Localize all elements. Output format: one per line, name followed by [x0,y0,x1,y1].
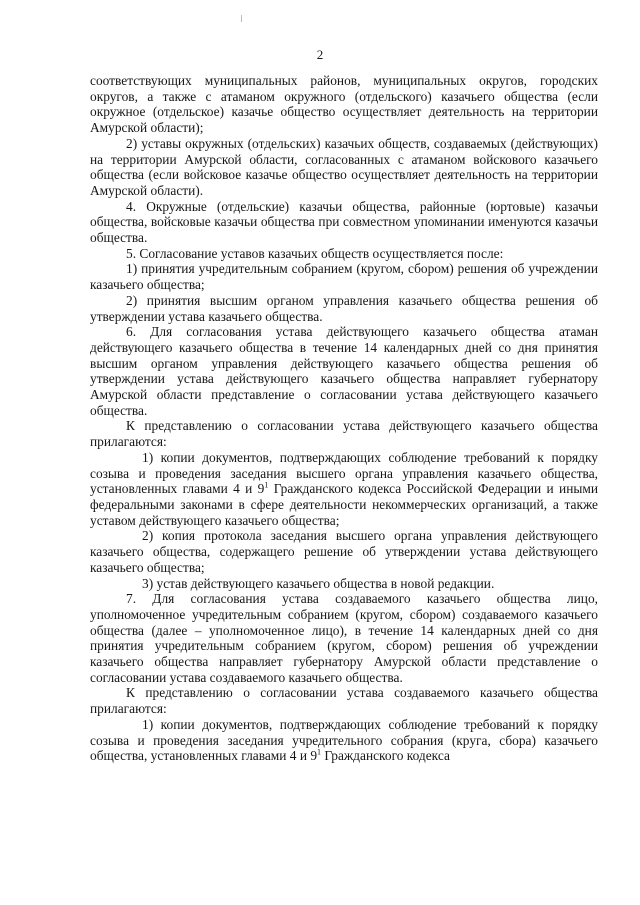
scan-mark [241,15,242,22]
paragraph-clause-5-item-2: 2) принятия высшим органом управления казачьего общества решения об утверждении устава казачьего общества. [90,292,598,324]
paragraph-attachment-1-existing: 1) копии документов, подтверждающих соблюдение требований к порядку созыва и проведения заседания высшего органа управления казачьего общества, установленных главами 4 и $9^1$ Гражданского кодекса Российской Федерации и иными федеральными законами в сфере деятельности некоммерческих организаций, а также уставом действующего казачьего общества; [90,449,599,528]
paragraph-clause-6: 6. Для согласования устава действующего казачьего общества атаман действующего казачьего общества в течение 14 календарных дней со дня принятия высшим органом управления действующего казачьего общества решения об утверждении устава действующего казачьего общества направляет губернатору Амурской области представление о согласовании устава действующего казачьего общества. [90,324,598,418]
paragraph-clause-4: 4. Окружные (отдельские) казачьи общества, районные (юртовые) казачьи общества, войсковые казачьи общества при совместном упоминании именуются казачьи общества. [90,198,598,246]
paragraph-attachments-intro-existing: К представлению о согласовании устава действующего казачьего общества прилагаются: [90,418,598,450]
paragraph-clause-5-item-1: 1) принятия учредительным собранием (кругом, сбором) решения об учреждении казачьего общества; [90,261,598,293]
paragraph-attachment-2-existing: 2) копия протокола заседания высшего органа управления действующего казачьего общества, содержащего решение об утверждении устава действующего казачьего общества; [90,528,598,575]
paragraph-clause-7: 7. Для согласования устава создаваемого казачьего общества лицо, уполномоченное учредительным собранием (кругом, сбором) создаваемого казачьего общества (далее – уполномоченное лицо), в течение 14 календарных дней со дня принятия учредительным собранием (кругом, сбором) решения об учреждении казачьего общества направляет губернатору Амурской области представление о согласовании устава создаваемого казачьего общества. [90,591,598,685]
paragraph-attachments-intro-new: К представлению о согласовании устава создаваемого казачьего общества прилагаются: [90,685,598,717]
page-number: 2 [316,47,324,62]
paragraph-continuation: соответствующих муниципальных районов, муниципальных округов, городских округов, а также с атаманом окружного (отдельского) казачьего общества (если окружное (отдельское) казачье общество осуществляет деятельность на территории Амурской области); [90,73,598,136]
paragraph-attachment-3-existing: 3) устав действующего казачьего общества в новой редакции. [142,575,495,591]
superscript: 1 [264,480,269,490]
paragraph-clause-5: 5. Согласование уставов казачьих обществ осуществляется после: [126,245,504,261]
paragraph-item-2-uставы: 2) уставы окружных (отдельских) казачьих обществ, создаваемых (действующих) на территории Амурской области, согласованных с атаманом войскового казачьего общества (если войсковое казачье общество осуществляет деятельность на территории Амурской области). [90,135,598,198]
paragraph-attachment-1-new: 1) копии документов, подтверждающих соблюдение требований к порядку созыва и проведения заседания учредительного собрания (круга, сбора) казачьего общества, установленных главами 4 и $9^1$ Гражданского кодекса [90,716,598,764]
document-body [90,73,598,764]
superscript: 1 [317,747,322,757]
